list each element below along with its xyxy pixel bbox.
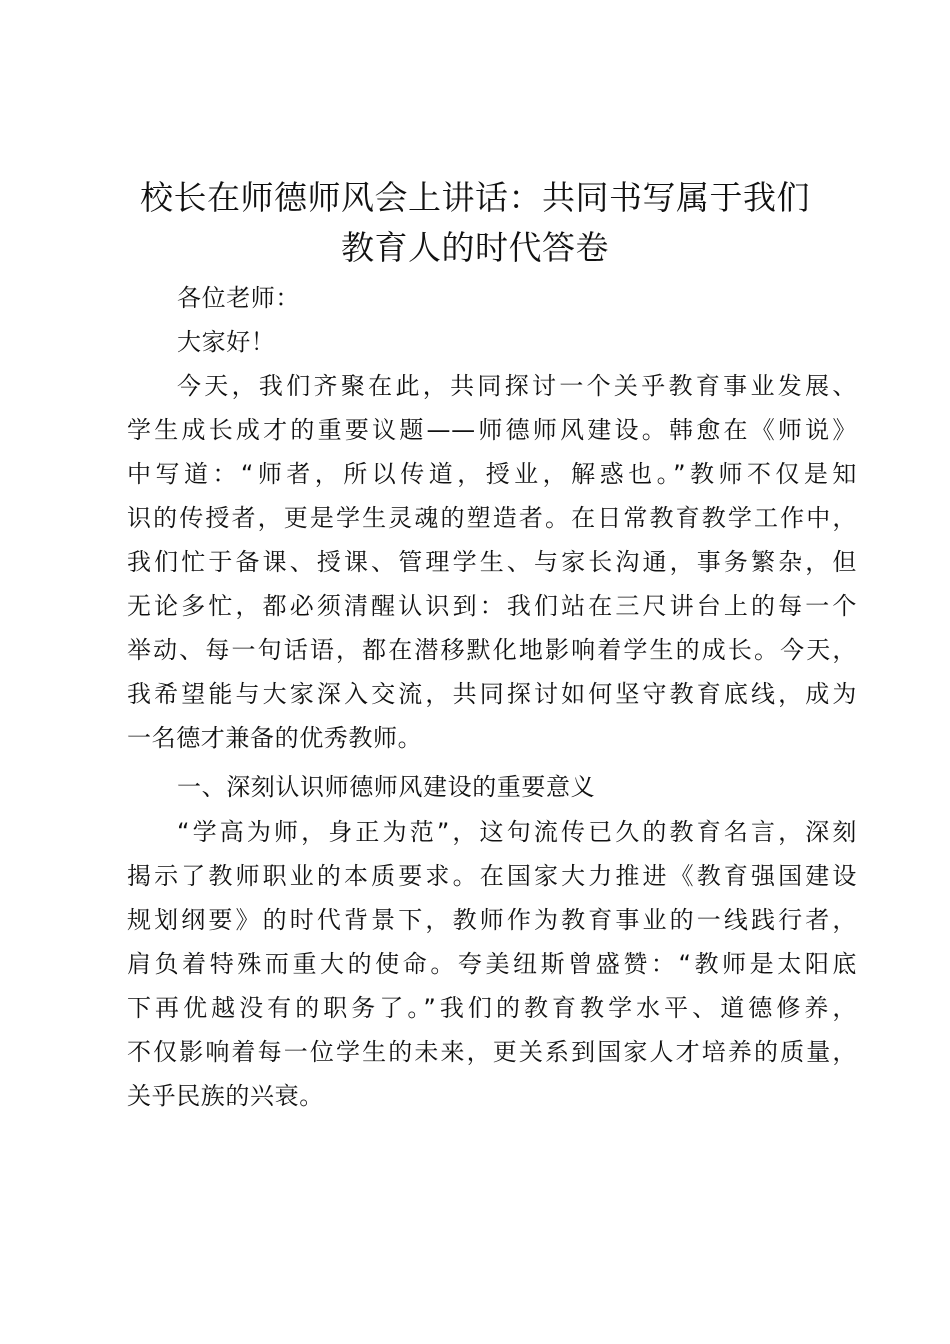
section-paragraph-line: 肩负着特殊而重大的使命。夸美纽斯曾盛赞：“教师是太阳底 xyxy=(127,950,857,978)
document-title-line-2: 教育人的时代答卷 xyxy=(341,228,609,267)
intro-paragraph-line: 无论多忙，都必须清醒认识到：我们站在三尺讲台上的每一个 xyxy=(127,592,857,620)
section-paragraph-line: “学高为师，身正为范”，这句流传已久的教育名言，深刻 xyxy=(177,818,857,846)
section-paragraph-line: 不仅影响着每一位学生的未来，更关系到国家人才培养的质量， xyxy=(127,1038,857,1066)
section-paragraph-line: 揭示了教师职业的本质要求。在国家大力推进《教育强国建设 xyxy=(127,862,857,890)
section-heading: 一、深刻认识师德师风建设的重要意义 xyxy=(177,773,596,801)
intro-paragraph-line: 中写道：“师者，所以传道，授业，解惑也。”教师不仅是知 xyxy=(127,460,857,488)
intro-paragraph-line: 学生成长成才的重要议题——师德师风建设。韩愈在《师说》 xyxy=(127,416,857,444)
section-paragraph-line: 关乎民族的兴衰。 xyxy=(127,1082,324,1110)
greeting: 大家好！ xyxy=(177,328,276,356)
section-paragraph-line: 下再优越没有的职务了。”我们的教育教学水平、道德修养， xyxy=(127,994,857,1022)
intro-paragraph-line: 举动、每一句话语，都在潜移默化地影响着学生的成长。今天， xyxy=(127,636,857,664)
section-paragraph-line: 规划纲要》的时代背景下，教师作为教育事业的一线践行者， xyxy=(127,906,857,934)
intro-paragraph-line: 今天，我们齐聚在此，共同探讨一个关乎教育事业发展、 xyxy=(177,372,857,400)
intro-paragraph-line: 我希望能与大家深入交流，共同探讨如何坚守教育底线，成为 xyxy=(127,680,857,708)
salutation: 各位老师： xyxy=(177,284,300,312)
intro-paragraph-line: 识的传授者，更是学生灵魂的塑造者。在日常教育教学工作中， xyxy=(127,504,857,532)
intro-paragraph-line: 一名德才兼备的优秀教师。 xyxy=(127,724,423,752)
document-title-line-1: 校长在师德师风会上讲话：共同书写属于我们 xyxy=(140,178,810,217)
intro-paragraph-line: 我们忙于备课、授课、管理学生、与家长沟通，事务繁杂，但 xyxy=(127,548,857,576)
